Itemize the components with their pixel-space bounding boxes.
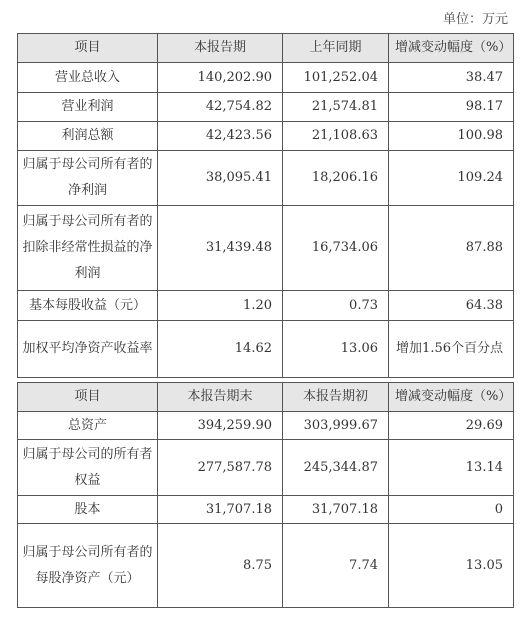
column-header-item: 项目 [18,383,158,412]
row-current: 31,439.48 [158,206,283,291]
row-previous: 31,707.18 [283,496,389,524]
row-current: 14.62 [158,321,283,378]
column-header-current: 本报告期 [158,34,283,63]
row-item: 利润总额 [18,122,158,151]
row-item: 总资产 [18,412,158,440]
row-change: 0 [389,496,514,524]
row-item: 营业总收入 [18,63,158,93]
row-item: 归属于母公司的所有者权益 [18,440,158,496]
row-previous: 101,252.04 [283,63,389,93]
row-current: 277,587.78 [158,440,283,496]
table-row [18,291,514,321]
row-change: 38.47 [389,63,514,93]
row-change: 100.98 [389,122,514,151]
column-header-current: 本报告期末 [158,383,283,412]
table-row [18,206,514,291]
row-change: 增加1.56个百分点 [389,321,514,378]
row-current: 140,202.90 [158,63,283,93]
table-header-row [18,34,514,63]
row-previous: 13.06 [283,321,389,378]
row-current: 42,754.82 [158,93,283,122]
table-row [18,151,514,206]
row-previous: 18,206.16 [283,151,389,206]
row-change: 87.88 [389,206,514,291]
table-row [18,412,514,440]
table-row [18,524,514,608]
row-previous: 245,344.87 [283,440,389,496]
column-header-change: 增减变动幅度（%） [389,383,514,412]
row-item: 基本每股收益（元） [18,291,158,321]
column-header-item: 项目 [18,34,158,63]
row-previous: 303,999.67 [283,412,389,440]
row-item: 股本 [18,496,158,524]
table-row [18,122,514,151]
row-item: 归属于母公司所有者的每股净资产（元） [18,524,158,608]
row-current: 1.20 [158,291,283,321]
row-current: 8.75 [158,524,283,608]
unit-label: 单位：万元 [442,12,508,27]
row-previous: 0.73 [283,291,389,321]
table-row [18,93,514,122]
row-item: 归属于母公司所有者的扣除非经常性损益的净利润 [18,206,158,291]
row-change: 13.05 [389,524,514,608]
column-header-previous: 上年同期 [283,34,389,63]
row-previous: 16,734.06 [283,206,389,291]
row-item: 归属于母公司所有者的净利润 [18,151,158,206]
performance-table [17,33,514,378]
table-header-row [18,383,514,412]
row-previous: 7.74 [283,524,389,608]
row-current: 31,707.18 [158,496,283,524]
table-row [18,440,514,496]
balance-table [17,382,514,608]
row-change: 13.14 [389,440,514,496]
row-item: 营业利润 [18,93,158,122]
column-header-previous: 本报告期初 [283,383,389,412]
row-current: 394,259.90 [158,412,283,440]
table-row [18,496,514,524]
row-current: 38,095.41 [158,151,283,206]
row-current: 42,423.56 [158,122,283,151]
row-change: 29.69 [389,412,514,440]
row-change: 98.17 [389,93,514,122]
row-item: 加权平均净资产收益率 [18,321,158,378]
row-change: 64.38 [389,291,514,321]
row-change: 109.24 [389,151,514,206]
table-row [18,63,514,93]
row-previous: 21,108.63 [283,122,389,151]
row-previous: 21,574.81 [283,93,389,122]
column-header-change: 增减变动幅度（%） [389,34,514,63]
table-row [18,321,514,378]
